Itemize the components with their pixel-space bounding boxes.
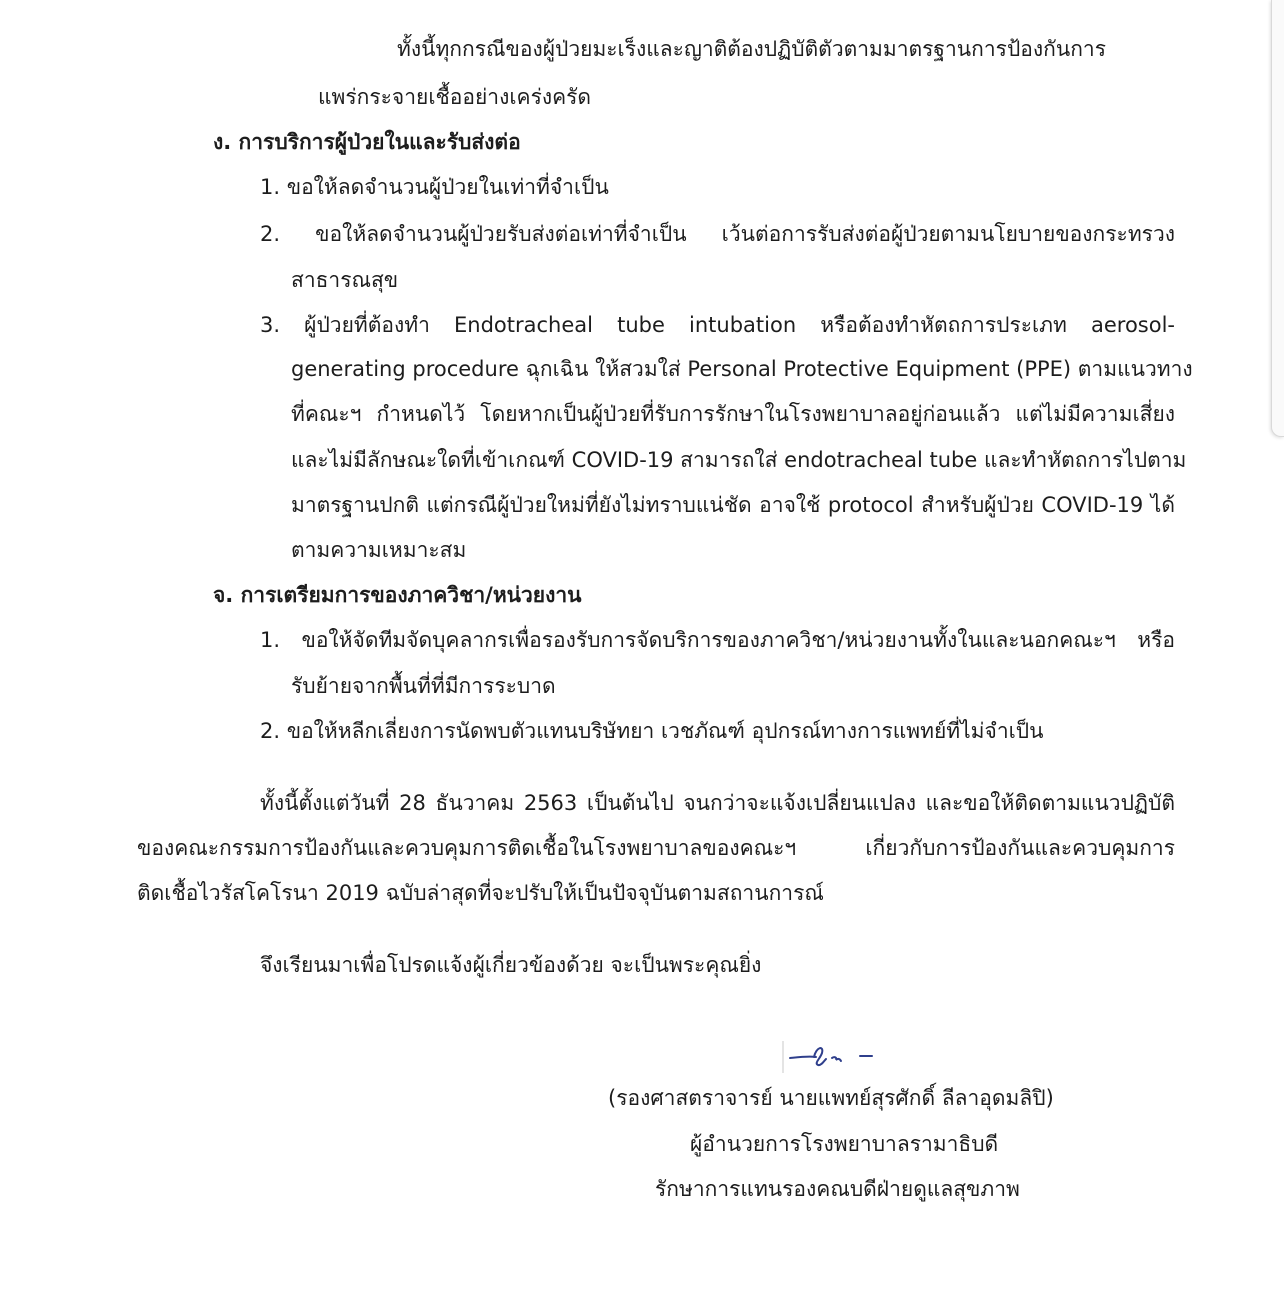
section-e-item-1-line-1: 1. ขอให้จัดทีมจัดบุคลากรเพื่อรองรับการจัดบริการของภาควิชา/หน่วยงานทั้งในและนอกคณะฯ หรือ xyxy=(260,628,1175,652)
section-d-item-1: 1. ขอให้ลดจำนวนผู้ป่วยในเท่าที่จำเป็น xyxy=(260,175,609,199)
section-d-item-2-line-1: 2. ขอให้ลดจำนวนผู้ป่วยรับส่งต่อเท่าที่จำเป็น เว้นต่อการรับส่งต่อผู้ป่วยตามนโยบายของกระทรวง xyxy=(260,222,1175,246)
section-d-item-3-line-6: ตามความเหมาะสม xyxy=(291,538,467,562)
section-d-item-2-line-2: สาธารณสุข xyxy=(291,268,399,292)
intro-line-1: ทั้งนี้ทุกกรณีของผู้ป่วยมะเร็งและญาติต้องปฏิบัติตัวตามมาตรฐานการป้องกันการ xyxy=(397,37,1107,61)
request-line: จึงเรียนมาเพื่อโปรดแจ้งผู้เกี่ยวข้องด้วย จะเป็นพระคุณยิ่ง xyxy=(260,953,762,977)
section-e-item-2: 2. ขอให้หลีกเลี่ยงการนัดพบตัวแทนบริษัทยา เวชภัณฑ์ อุปกรณ์ทางการแพทย์ที่ไม่จำเป็น xyxy=(260,719,1044,743)
signatory-name: (รองศาสตราจารย์ นายแพทย์สุรศักดิ์ ลีลาอุดมลิปิ) xyxy=(608,1086,1054,1110)
section-d-item-3-line-5: มาตรฐานปกติ แต่กรณีผู้ป่วยใหม่ที่ยังไม่ทราบแน่ชัด อาจใช้ protocol สำหรับผู้ป่วย COVID-19 ได้ xyxy=(291,493,1175,517)
closing-line-3: ติดเชื้อไวรัสโคโรนา 2019 ฉบับล่าสุดที่จะปรับให้เป็นปัจจุบันตามสถานการณ์ xyxy=(137,881,824,905)
signatory-position-1: ผู้อำนวยการโรงพยาบาลรามาธิบดี xyxy=(690,1132,999,1156)
section-d-heading: ง. การบริการผู้ป่วยในและรับส่งต่อ xyxy=(213,130,521,154)
scrollbar-edge[interactable] xyxy=(1271,0,1284,437)
section-d-item-3-line-1: 3. ผู้ป่วยที่ต้องทำ Endotracheal tube intubation หรือต้องทำหัตถการประเภท aerosol- xyxy=(260,313,1175,337)
section-d-item-3-line-2: generating procedure ฉุกเฉิน ให้สวมใส่ Personal Protective Equipment (PPE) ตามแนวทาง xyxy=(291,357,1193,381)
closing-line-1: ทั้งนี้ตั้งแต่วันที่ 28 ธันวาคม 2563 เป็นต้นไป จนกว่าจะแจ้งเปลี่ยนแปลง และขอให้ติดตามแนวปฏิบัติ xyxy=(260,791,1175,815)
handwritten-signature xyxy=(782,1040,892,1074)
intro-line-2: แพร่กระจายเชื้ออย่างเคร่งครัด xyxy=(318,85,592,109)
section-d-item-3-line-4: และไม่มีลักษณะใดที่เข้าเกณฑ์ COVID-19 สามารถใส่ endotracheal tube และทำหัตถการไปตาม xyxy=(291,448,1187,472)
closing-line-2: ของคณะกรรมการป้องกันและควบคุมการติดเชื้อในโรงพยาบาลของคณะฯ เกี่ยวกับการป้องกันและควบคุมการ xyxy=(137,836,1175,860)
section-e-heading: จ. การเตรียมการของภาควิชา/หน่วยงาน xyxy=(213,583,582,607)
signatory-position-2: รักษาการแทนรองคณบดีฝ่ายดูแลสุขภาพ xyxy=(655,1177,1020,1201)
section-d-item-3-line-3: ที่คณะฯ กำหนดไว้ โดยหากเป็นผู้ป่วยที่รับการรักษาในโรงพยาบาลอยู่ก่อนแล้ว แต่ไม่มีความเสี่ยง xyxy=(291,402,1175,426)
section-e-item-1-line-2: รับย้ายจากพื้นที่ที่มีการระบาด xyxy=(291,674,556,698)
